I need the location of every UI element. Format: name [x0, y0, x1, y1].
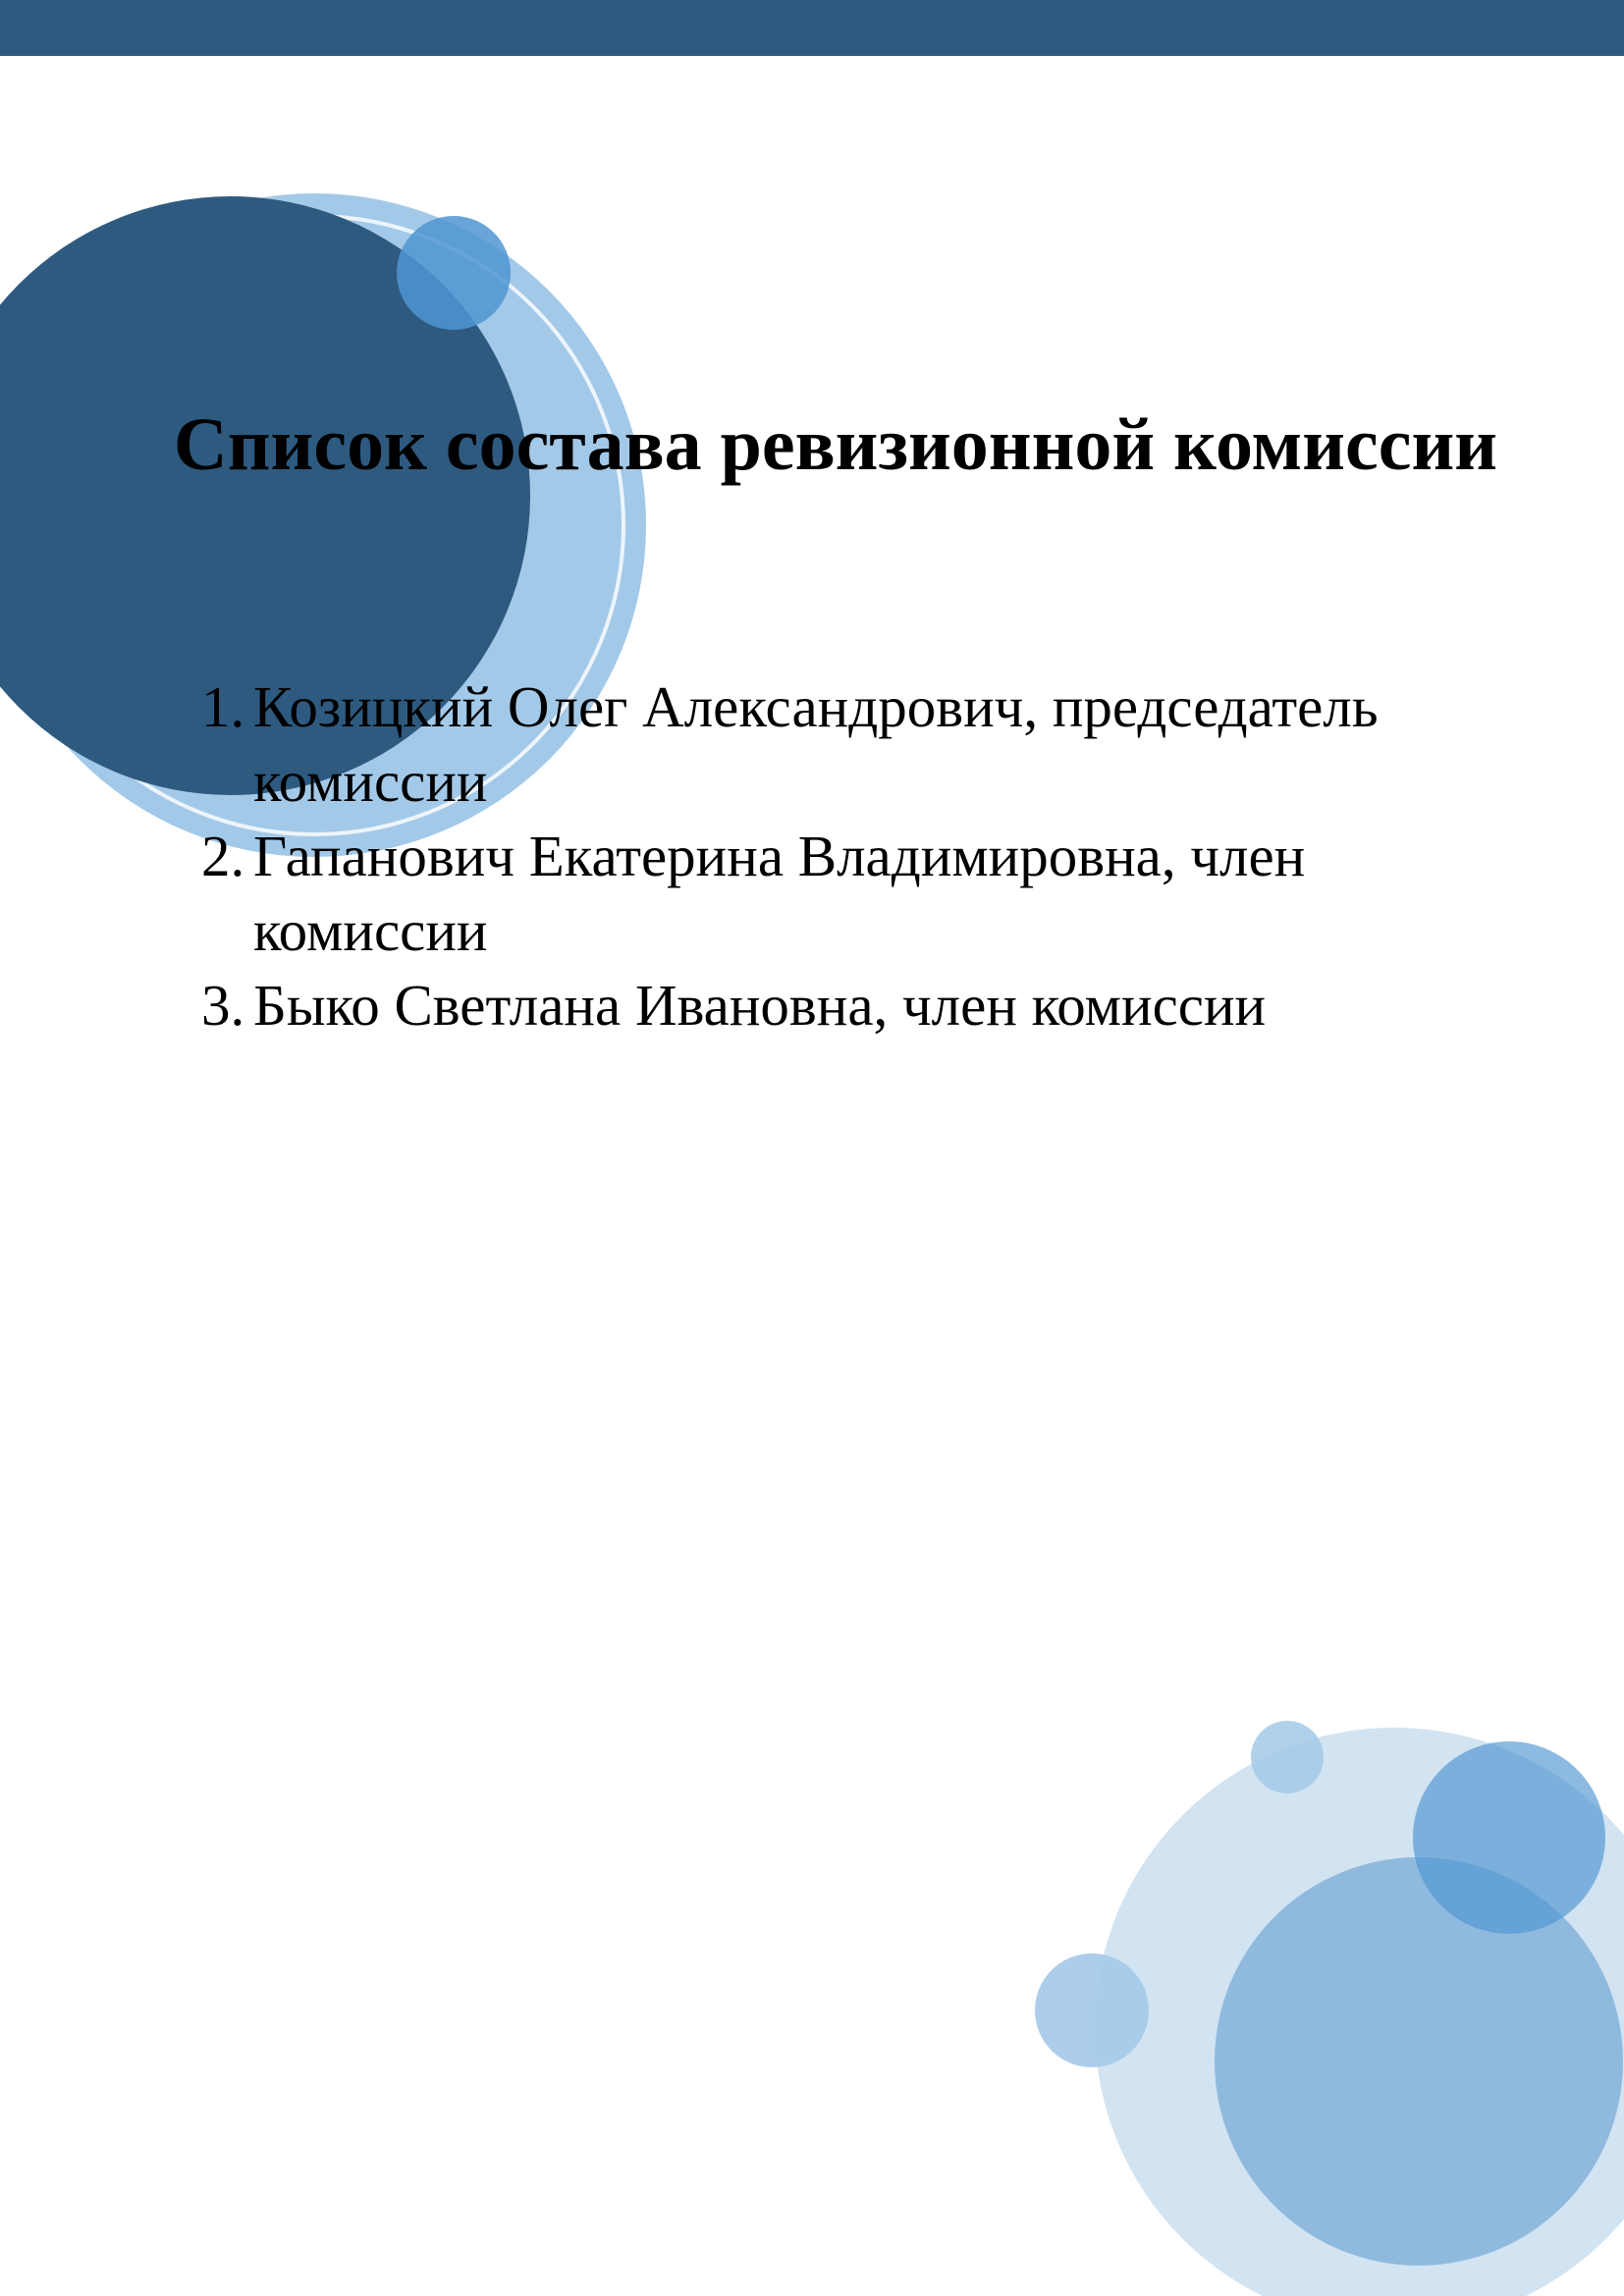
small-accent-circle — [397, 216, 511, 330]
document-title: Список состава ревизионной комиссии — [173, 403, 1498, 486]
accent-blue-circle — [1413, 1741, 1605, 1934]
bottom-right-circle-group — [1035, 1721, 1624, 2296]
member-list-item-3 — [201, 968, 1527, 1042]
small-left-circle — [1035, 1953, 1149, 2067]
tiny-top-circle — [1251, 1721, 1324, 1793]
member-text: Гапанович Екатерина Владимировна, член комиссии — [253, 824, 1306, 963]
member-list-item-2 — [201, 819, 1527, 968]
commission-member-list — [201, 669, 1527, 1042]
member-number: 1. — [201, 674, 245, 739]
member-number: 2. — [201, 824, 245, 888]
member-text: Быко Светлана Ивановна, член комиссии — [253, 973, 1267, 1038]
member-list-item-1 — [201, 669, 1527, 819]
member-text: Козицкий Олег Александрович, председатель комиссии — [253, 674, 1379, 814]
member-number: 3. — [201, 973, 245, 1038]
medium-blue-circle — [1215, 1857, 1623, 2266]
